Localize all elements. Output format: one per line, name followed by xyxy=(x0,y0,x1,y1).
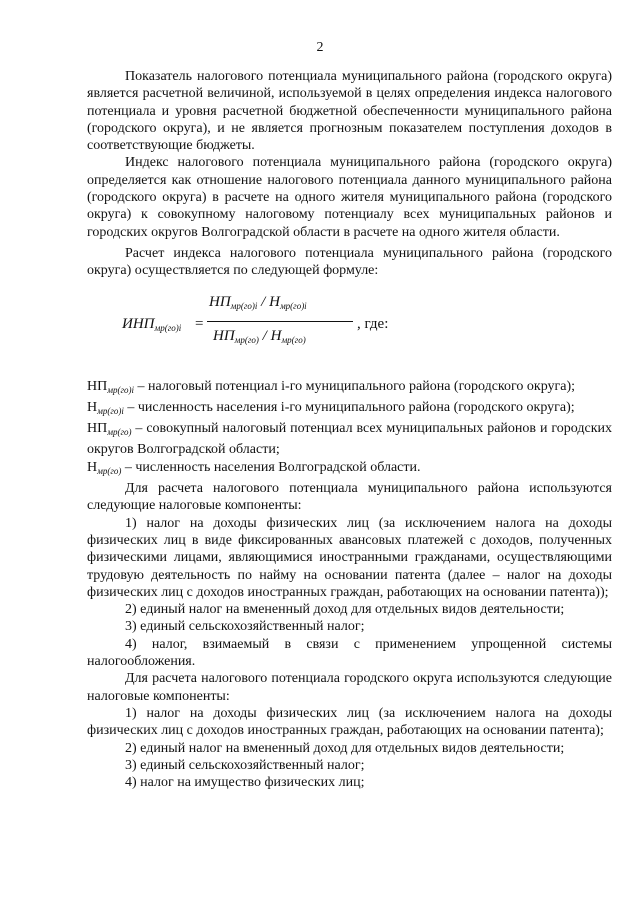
paragraph-city-components: Для расчета налогового потенциала городского округа используются следующие налоговые компоненты: xyxy=(87,671,612,704)
formula-denominator: $НП_{мр(го)} / Н_{мр(го)}$ xyxy=(213,327,306,345)
list-item: 1) налог на доходы физических лиц (за исключением налога на доходы физических лиц с доходов иностранных граждан, работающих на основании патента); xyxy=(87,705,612,739)
list-item: 4) налог на имущество физических лиц; xyxy=(125,775,365,791)
formula-lhs: $ИНП_{мр(го)i}$ xyxy=(122,315,182,333)
list-item: 1) налог на доходы физических лиц (за исключением налога на доходы физических лиц в виде фиксированных авансовых платежей с доходов, полученных физическими лицами, являющимися иностранными гражданами, осуществляющими трудовую деятельность по найму на основании патента (далее – налог на доходы физических лиц с доходов иностранных граждан, работающих на основании патента)); xyxy=(87,515,612,600)
paragraph-tax-potential-index: Индекс налогового потенциала муниципального района (городского округа) определяется как отношение налогового потенциала данного муниципального района (городского округа) в расчете на одного жителя муниципального района (городского округа) к совокупному налоговому потенциалу всех муниципальных районов и городских округов Волгоградской области в расчете на одного жителя области. xyxy=(87,155,612,240)
list-item: 2) единый налог на вмененный доход для отдельных видов деятельности; xyxy=(125,602,565,618)
definition-item: $НП_{мр(го)i}$ – налоговый потенциал i-го муниципального района (городского округа); xyxy=(87,378,576,395)
paragraph-tax-potential-indicator: Показатель налогового потенциала муниципального района (городского округа) является расчетной величиной, используемой в целях определения индекса налогового потенциала и уровня расчетной бюджетной обеспеченности муниципального района (городского округа), и не является прогнозным показателем поступления доходов в соответствующие бюджеты. xyxy=(87,69,612,154)
formula-equals: = xyxy=(195,315,204,332)
list-item: 4) налог, взимаемый в связи с применением упрощенной системы налогообложения. xyxy=(87,636,612,670)
paragraph-district-components: Для расчета налогового потенциала муниципального района используются следующие налоговые компоненты: xyxy=(87,481,612,514)
page-number: 2 xyxy=(316,40,324,55)
definition-item: $НП_{мр(го)}$ – совокупный налоговый потенциал всех муниципальных районов и городских округов Волгоградской области; xyxy=(87,421,612,458)
definition-item: $Н_{мр(го)}$ – численность населения Волгоградской области. xyxy=(87,459,421,476)
list-item: 2) единый налог на вмененный доход для отдельных видов деятельности; xyxy=(125,740,565,756)
list-item: 3) единый сельскохозяйственный налог; xyxy=(125,757,365,773)
formula-numerator: $НП_{мр(го)i} / Н_{мр(го)i}$ xyxy=(209,293,307,311)
list-item: 3) единый сельскохозяйственный налог; xyxy=(125,619,365,635)
document-body xyxy=(87,68,612,791)
formula-fraction-bar xyxy=(207,321,353,322)
formula-tail: , где: xyxy=(357,315,389,332)
formula xyxy=(87,290,612,364)
paragraph-formula-intro: Расчет индекса налогового потенциала муниципального района (городского округа) осуществляется по следующей формуле: xyxy=(87,245,612,279)
definition-item: $Н_{мр(го)i}$ – численность населения i-го муниципального района (городского округа); xyxy=(87,399,575,416)
